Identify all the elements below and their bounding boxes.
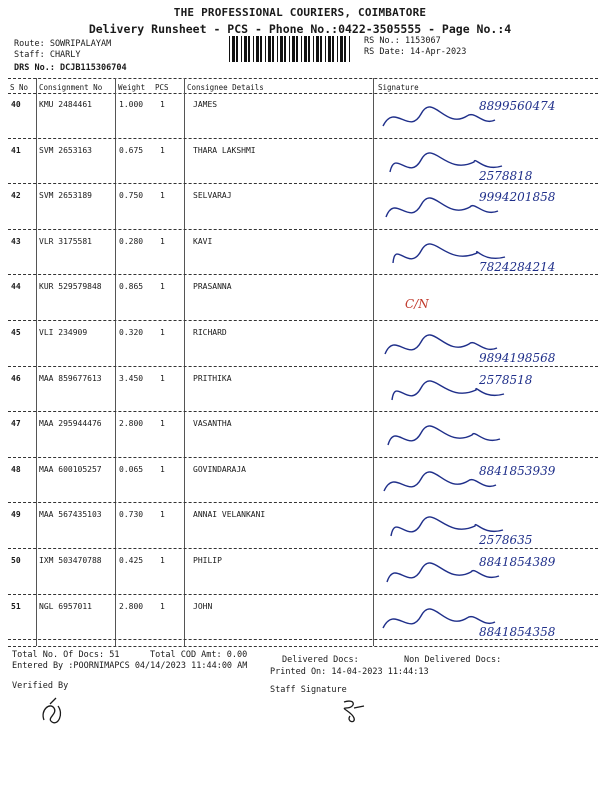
cell-consignment-no: KUR 529579848 [39, 282, 102, 291]
runsheet-subtitle: Delivery Runsheet - PCS - Phone No.:0422-3505555 - Page No.:4 [88, 22, 512, 36]
signature-cell [375, 324, 597, 368]
cell-pcs: 1 [160, 328, 165, 337]
verified-by-label: Verified By [12, 681, 69, 691]
col-header-pcs: PCS [155, 83, 169, 92]
row-separator [8, 639, 598, 640]
cell-sno: 46 [11, 374, 21, 383]
table-top-rule [8, 78, 598, 79]
cell-sno: 45 [11, 328, 21, 337]
cell-consignment-no: VLR 3175581 [39, 237, 92, 246]
cell-sno: 50 [11, 556, 21, 565]
rs-number: RS No.: 1153067 [364, 36, 441, 46]
handwritten-signature [388, 426, 500, 445]
signature-cell [375, 278, 597, 322]
barcode [228, 36, 352, 62]
cell-weight: 0.865 [119, 282, 144, 291]
cell-consignee: ANNAI VELANKANI [193, 510, 266, 519]
total-cod: Total COD Amt: 0.00 [150, 650, 248, 660]
cell-consignment-no: MAA 859677613 [39, 374, 102, 383]
row-separator [8, 594, 598, 595]
handwritten-note: 8899560474 [479, 99, 556, 113]
cell-sno: 40 [11, 100, 21, 109]
signature-cell [375, 142, 597, 186]
staff-signature [336, 694, 370, 724]
cell-consignee: JAMES [193, 100, 218, 109]
cell-consignment-no: SVM 2653189 [39, 191, 92, 200]
cell-consignment-no: KMU 2484461 [39, 100, 92, 109]
cell-pcs: 1 [160, 282, 165, 291]
cell-pcs: 1 [160, 191, 165, 200]
cell-consignee: SELVARAJ [193, 191, 232, 200]
cell-consignee: KAVI [193, 237, 213, 246]
column-divider [115, 78, 116, 646]
cell-sno: 44 [11, 282, 21, 291]
signature-cell [375, 370, 597, 414]
cell-consignee: PRASANNA [193, 282, 232, 291]
cell-pcs: 1 [160, 146, 165, 155]
cell-pcs: 1 [160, 556, 165, 565]
cell-sno: 47 [11, 419, 21, 428]
cell-weight: 1.000 [119, 100, 144, 109]
total-docs: Total No. Of Docs: 51 [12, 650, 120, 660]
col-header-consignment: Consignment No [39, 83, 103, 92]
cell-pcs: 1 [160, 602, 165, 611]
handwritten-note: 7824284214 [479, 260, 556, 274]
cell-pcs: 1 [160, 510, 165, 519]
cell-consignee: PRITHIKA [193, 374, 232, 383]
handwritten-note: 8841853939 [479, 464, 556, 478]
handwritten-note: 8841854358 [479, 625, 556, 639]
cell-consignment-no: MAA 567435103 [39, 510, 102, 519]
cell-consignee: VASANTHA [193, 419, 232, 428]
row-separator [8, 411, 598, 412]
cell-weight: 0.730 [119, 510, 144, 519]
column-divider [184, 78, 185, 646]
cell-consignment-no: VLI 234909 [39, 328, 88, 337]
row-separator [8, 229, 598, 230]
column-divider [36, 78, 37, 646]
col-header-signature: Signature [378, 83, 419, 92]
signature-cell [375, 461, 597, 505]
cell-consignee: PHILIP [193, 556, 222, 565]
cell-consignee: GOVINDARAJA [193, 465, 246, 474]
cell-weight: 3.450 [119, 374, 144, 383]
cell-pcs: 1 [160, 419, 165, 428]
company-title: THE PROFESSIONAL COURIERS, COIMBATORE [173, 6, 427, 19]
cell-consignment-no: MAA 600105257 [39, 465, 102, 474]
handwritten-note: 2578635 [479, 533, 533, 547]
cell-consignment-no: MAA 295944476 [39, 419, 102, 428]
handwritten-note: 2578518 [479, 373, 533, 387]
cell-weight: 0.675 [119, 146, 144, 155]
row-separator [8, 183, 598, 184]
row-separator [8, 138, 598, 139]
handwritten-note: 2578818 [479, 169, 533, 183]
cell-sno: 43 [11, 237, 21, 246]
signature-cell [375, 96, 597, 140]
row-separator [8, 274, 598, 275]
signature-cell [375, 187, 597, 231]
cell-weight: 0.280 [119, 237, 144, 246]
drs-number: DRS No.: DCJB115306704 [14, 63, 127, 73]
signature-cell [375, 415, 597, 459]
cell-consignee: THARA LAKSHMI [193, 146, 256, 155]
cell-sno: 49 [11, 510, 21, 519]
cell-weight: 0.425 [119, 556, 144, 565]
cell-sno: 42 [11, 191, 21, 200]
cell-weight: 0.065 [119, 465, 144, 474]
cell-pcs: 1 [160, 465, 165, 474]
col-header-sno: S No [10, 83, 29, 92]
row-separator [8, 548, 598, 549]
signature-cell [375, 233, 597, 277]
cell-weight: 0.320 [119, 328, 144, 337]
handwritten-note: 9994201858 [479, 190, 556, 204]
cell-weight: 0.750 [119, 191, 144, 200]
cell-pcs: 1 [160, 237, 165, 246]
cell-consignment-no: SVM 2653163 [39, 146, 92, 155]
row-separator [8, 366, 598, 367]
cell-pcs: 1 [160, 374, 165, 383]
header-bottom-rule [8, 93, 598, 94]
signature-cell [375, 506, 597, 550]
printed-on: Printed On: 14-04-2023 11:44:13 [270, 667, 429, 677]
cell-consignment-no: IXM 503470788 [39, 556, 102, 565]
cell-sno: 48 [11, 465, 21, 474]
column-divider [373, 78, 374, 646]
verifier-signature [36, 694, 76, 728]
handwritten-note: 8841854389 [479, 555, 556, 569]
signature-cell [375, 598, 597, 642]
cell-consignee: JOHN [193, 602, 213, 611]
staff-label: Staff: CHARLY [14, 50, 81, 60]
entered-by: Entered By :POORNIMAPCS 04/14/2023 11:44:00 AM [12, 661, 248, 671]
cell-consignment-no: NGL 6957011 [39, 602, 92, 611]
row-separator [8, 320, 598, 321]
table-bottom-rule [8, 646, 598, 647]
delivered-docs: Delivered Docs: [282, 655, 359, 665]
rs-date: RS Date: 14-Apr-2023 [364, 47, 467, 57]
cell-consignee: RICHARD [193, 328, 227, 337]
row-separator [8, 457, 598, 458]
col-header-consignee: Consignee Details [187, 83, 264, 92]
signature-cell [375, 552, 597, 596]
route-label: Route: SOWRIPALAYAM [14, 39, 112, 49]
cell-weight: 2.800 [119, 419, 144, 428]
cell-sno: 51 [11, 602, 21, 611]
handwritten-note: C/N [405, 297, 429, 311]
col-header-weight: Weight [118, 83, 146, 92]
staff-signature-label: Staff Signature [270, 685, 347, 695]
handwritten-note: 9894198568 [479, 351, 556, 365]
cell-weight: 2.800 [119, 602, 144, 611]
row-separator [8, 502, 598, 503]
non-delivered-docs: Non Delivered Docs: [404, 655, 502, 665]
cell-sno: 41 [11, 146, 21, 155]
cell-pcs: 1 [160, 100, 165, 109]
